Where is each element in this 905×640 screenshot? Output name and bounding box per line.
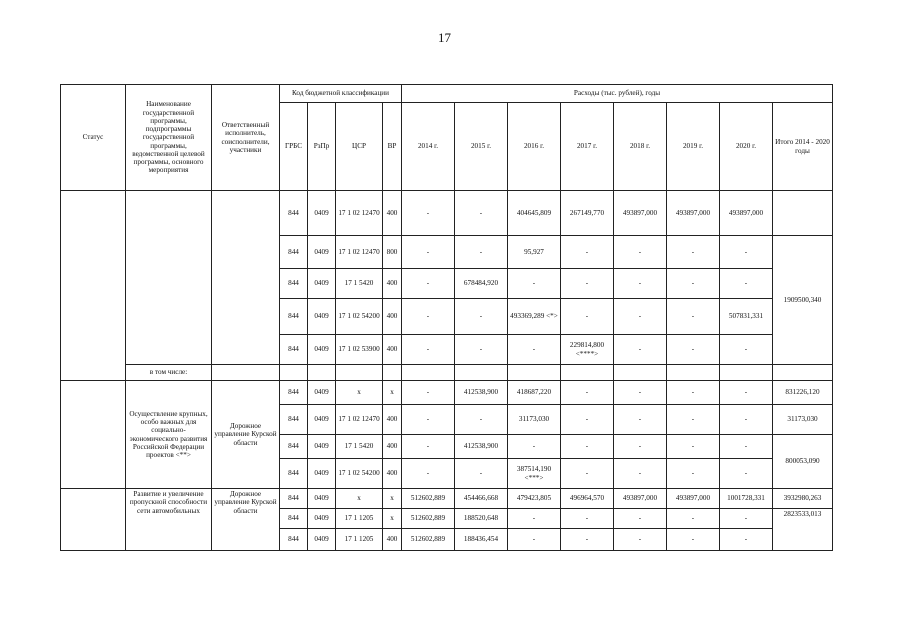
cell: 493897,000	[614, 191, 667, 236]
cell	[308, 365, 336, 381]
cell: -	[614, 435, 667, 459]
cell	[336, 365, 383, 381]
cell: 17 1 1205	[336, 529, 383, 551]
cell: -	[667, 299, 720, 335]
status-cell	[61, 381, 126, 489]
cell	[667, 365, 720, 381]
cell: -	[720, 381, 773, 405]
cell: x	[383, 489, 402, 509]
cell: x	[383, 509, 402, 529]
cell: -	[561, 509, 614, 529]
cell: 17 1 02 54200	[336, 299, 383, 335]
cell: -	[508, 529, 561, 551]
cell: -	[561, 236, 614, 269]
cell: 844	[280, 405, 308, 435]
cell: -	[667, 529, 720, 551]
name-cell: Осуществление крупных, особо важных для социально-экономического развития Российской Федерации проектов <**>	[126, 381, 212, 489]
cell	[508, 365, 561, 381]
cell: 844	[280, 335, 308, 365]
cell: -	[561, 269, 614, 299]
responsible-cell	[212, 191, 280, 365]
cell: x	[336, 489, 383, 509]
status-cell	[61, 191, 126, 381]
name-cell: Развитие и увеличение пропускной способности сети автомобильных	[126, 489, 212, 551]
cell: -	[561, 405, 614, 435]
cell: -	[508, 335, 561, 365]
page-number: 17	[438, 30, 451, 45]
table-row	[61, 191, 833, 236]
cell: 0409	[308, 529, 336, 551]
cell: 31173,030	[508, 405, 561, 435]
cell: -	[667, 381, 720, 405]
cell	[402, 365, 455, 381]
cell: -	[561, 529, 614, 551]
total-cell: 2823533,013	[773, 509, 833, 551]
cell: 400	[383, 269, 402, 299]
cell: -	[508, 269, 561, 299]
cell: 0409	[308, 489, 336, 509]
cell: -	[720, 236, 773, 269]
cell: 400	[383, 191, 402, 236]
cell: 17 1 02 12470	[336, 236, 383, 269]
header-vr: ВР	[383, 103, 402, 191]
status-cell	[61, 489, 126, 551]
cell: 229814,800 <****>	[561, 335, 614, 365]
header-2014: 2014 г.	[402, 103, 455, 191]
cell: 800	[383, 236, 402, 269]
cell: 844	[280, 459, 308, 489]
cell	[212, 365, 280, 381]
cell: 0409	[308, 435, 336, 459]
cell: -	[667, 459, 720, 489]
cell: -	[561, 381, 614, 405]
cell: -	[561, 435, 614, 459]
header-total: Итого 2014 - 2020 годы	[773, 103, 833, 191]
cell	[455, 365, 508, 381]
cell: -	[402, 335, 455, 365]
header-2016: 2016 г.	[508, 103, 561, 191]
table-row	[61, 489, 833, 509]
cell: 188436,454	[455, 529, 508, 551]
cell: -	[614, 509, 667, 529]
header-budget-code: Код бюджетной классификации	[280, 85, 402, 103]
cell: 493897,000	[614, 489, 667, 509]
cell: -	[455, 459, 508, 489]
cell: 479423,805	[508, 489, 561, 509]
table-row	[61, 381, 833, 405]
cell: -	[402, 405, 455, 435]
cell: 412538,900	[455, 381, 508, 405]
cell: 0409	[308, 335, 336, 365]
cell	[383, 365, 402, 381]
cell: 400	[383, 459, 402, 489]
header-name: Наименование государственной программы, подпрограммы государственной программы, ведомственной целевой программы, основного мероприятия	[126, 85, 212, 191]
cell: -	[720, 529, 773, 551]
cell: 0409	[308, 405, 336, 435]
cell: 17 1 02 54200	[336, 459, 383, 489]
cell: 0409	[308, 269, 336, 299]
cell: 0409	[308, 236, 336, 269]
cell: 0409	[308, 191, 336, 236]
name-cell	[126, 191, 212, 365]
cell: 493369,289 <*>	[508, 299, 561, 335]
cell: 0409	[308, 459, 336, 489]
cell: -	[667, 435, 720, 459]
header-grbs: ГРБС	[280, 103, 308, 191]
cell	[773, 365, 833, 381]
cell: 512602,889	[402, 509, 455, 529]
cell: 831226,120	[773, 381, 833, 405]
cell: -	[720, 405, 773, 435]
cell: 0409	[308, 509, 336, 529]
cell: 844	[280, 236, 308, 269]
cell: -	[402, 299, 455, 335]
cell: 454466,668	[455, 489, 508, 509]
header-2018: 2018 г.	[614, 103, 667, 191]
cell: 95,927	[508, 236, 561, 269]
cell	[773, 191, 833, 236]
header-2017: 2017 г.	[561, 103, 614, 191]
total-cell: 800053,090	[773, 435, 833, 489]
cell: -	[614, 236, 667, 269]
cell: 496964,570	[561, 489, 614, 509]
cell: 31173,030	[773, 405, 833, 435]
cell	[561, 365, 614, 381]
cell: -	[667, 236, 720, 269]
cell: -	[614, 299, 667, 335]
cell: -	[455, 236, 508, 269]
cell: 512602,889	[402, 529, 455, 551]
cell: 400	[383, 335, 402, 365]
cell: 267149,770	[561, 191, 614, 236]
header-2020: 2020 г.	[720, 103, 773, 191]
header-rzpr: РзПр	[308, 103, 336, 191]
cell: 844	[280, 489, 308, 509]
cell: -	[614, 335, 667, 365]
cell: -	[402, 269, 455, 299]
cell: -	[402, 381, 455, 405]
cell: 844	[280, 299, 308, 335]
cell	[280, 365, 308, 381]
cell: 400	[383, 299, 402, 335]
cell: 1001728,331	[720, 489, 773, 509]
cell: -	[614, 269, 667, 299]
cell: 0409	[308, 381, 336, 405]
cell: -	[455, 191, 508, 236]
cell: -	[614, 381, 667, 405]
cell	[720, 365, 773, 381]
header-expenses: Расходы (тыс. рублей), годы	[402, 85, 833, 103]
header-2015: 2015 г.	[455, 103, 508, 191]
cell: 387514,190 <***>	[508, 459, 561, 489]
cell: 404645,809	[508, 191, 561, 236]
cell: -	[667, 509, 720, 529]
cell: 844	[280, 509, 308, 529]
cell: 493897,000	[720, 191, 773, 236]
cell: 844	[280, 191, 308, 236]
cell: 844	[280, 269, 308, 299]
cell: -	[720, 335, 773, 365]
cell: -	[402, 435, 455, 459]
cell: 400	[383, 529, 402, 551]
cell: -	[720, 509, 773, 529]
cell: -	[720, 269, 773, 299]
cell: 0409	[308, 299, 336, 335]
cell: 17 1 02 12470	[336, 405, 383, 435]
cell: 678484,920	[455, 269, 508, 299]
cell: 844	[280, 381, 308, 405]
header-csr: ЦСР	[336, 103, 383, 191]
cell: 17 1 5420	[336, 269, 383, 299]
cell: 17 1 02 12470	[336, 191, 383, 236]
cell: 17 1 5420	[336, 435, 383, 459]
cell: -	[720, 435, 773, 459]
cell: -	[561, 459, 614, 489]
cell: -	[614, 529, 667, 551]
cell: -	[508, 509, 561, 529]
responsible-cell: Дорожное управление Курской области	[212, 489, 280, 551]
cell: 17 1 1205	[336, 509, 383, 529]
cell: 412538,900	[455, 435, 508, 459]
cell: x	[336, 381, 383, 405]
cell: -	[455, 299, 508, 335]
cell: -	[614, 459, 667, 489]
cell: 512602,889	[402, 489, 455, 509]
cell: -	[667, 405, 720, 435]
responsible-cell: Дорожное управление Курской области	[212, 381, 280, 489]
cell: -	[455, 335, 508, 365]
header-responsible: Ответственный исполнитель, соисполнители, участники	[212, 85, 280, 191]
cell: -	[455, 405, 508, 435]
cell: -	[667, 335, 720, 365]
cell: -	[561, 299, 614, 335]
cell: 400	[383, 405, 402, 435]
header-2019: 2019 г.	[667, 103, 720, 191]
cell: -	[402, 459, 455, 489]
cell: 418687,220	[508, 381, 561, 405]
cell: -	[402, 236, 455, 269]
cell: x	[383, 381, 402, 405]
cell: -	[508, 435, 561, 459]
total-cell: 1909500,340	[773, 236, 833, 365]
cell: 3932980,263	[773, 489, 833, 509]
cell: 493897,000	[667, 489, 720, 509]
cell: 400	[383, 435, 402, 459]
header-status: Статус	[61, 85, 126, 191]
cell: 493897,000	[667, 191, 720, 236]
cell: -	[402, 191, 455, 236]
cell: 844	[280, 435, 308, 459]
table-row	[61, 365, 833, 381]
cell: 17 1 02 53900	[336, 335, 383, 365]
budget-table	[60, 84, 833, 551]
cell: 844	[280, 529, 308, 551]
cell: 507831,331	[720, 299, 773, 335]
including-label: в том числе:	[126, 365, 212, 381]
cell: 188520,648	[455, 509, 508, 529]
cell	[614, 365, 667, 381]
cell: -	[614, 405, 667, 435]
cell: -	[667, 269, 720, 299]
cell: -	[720, 459, 773, 489]
